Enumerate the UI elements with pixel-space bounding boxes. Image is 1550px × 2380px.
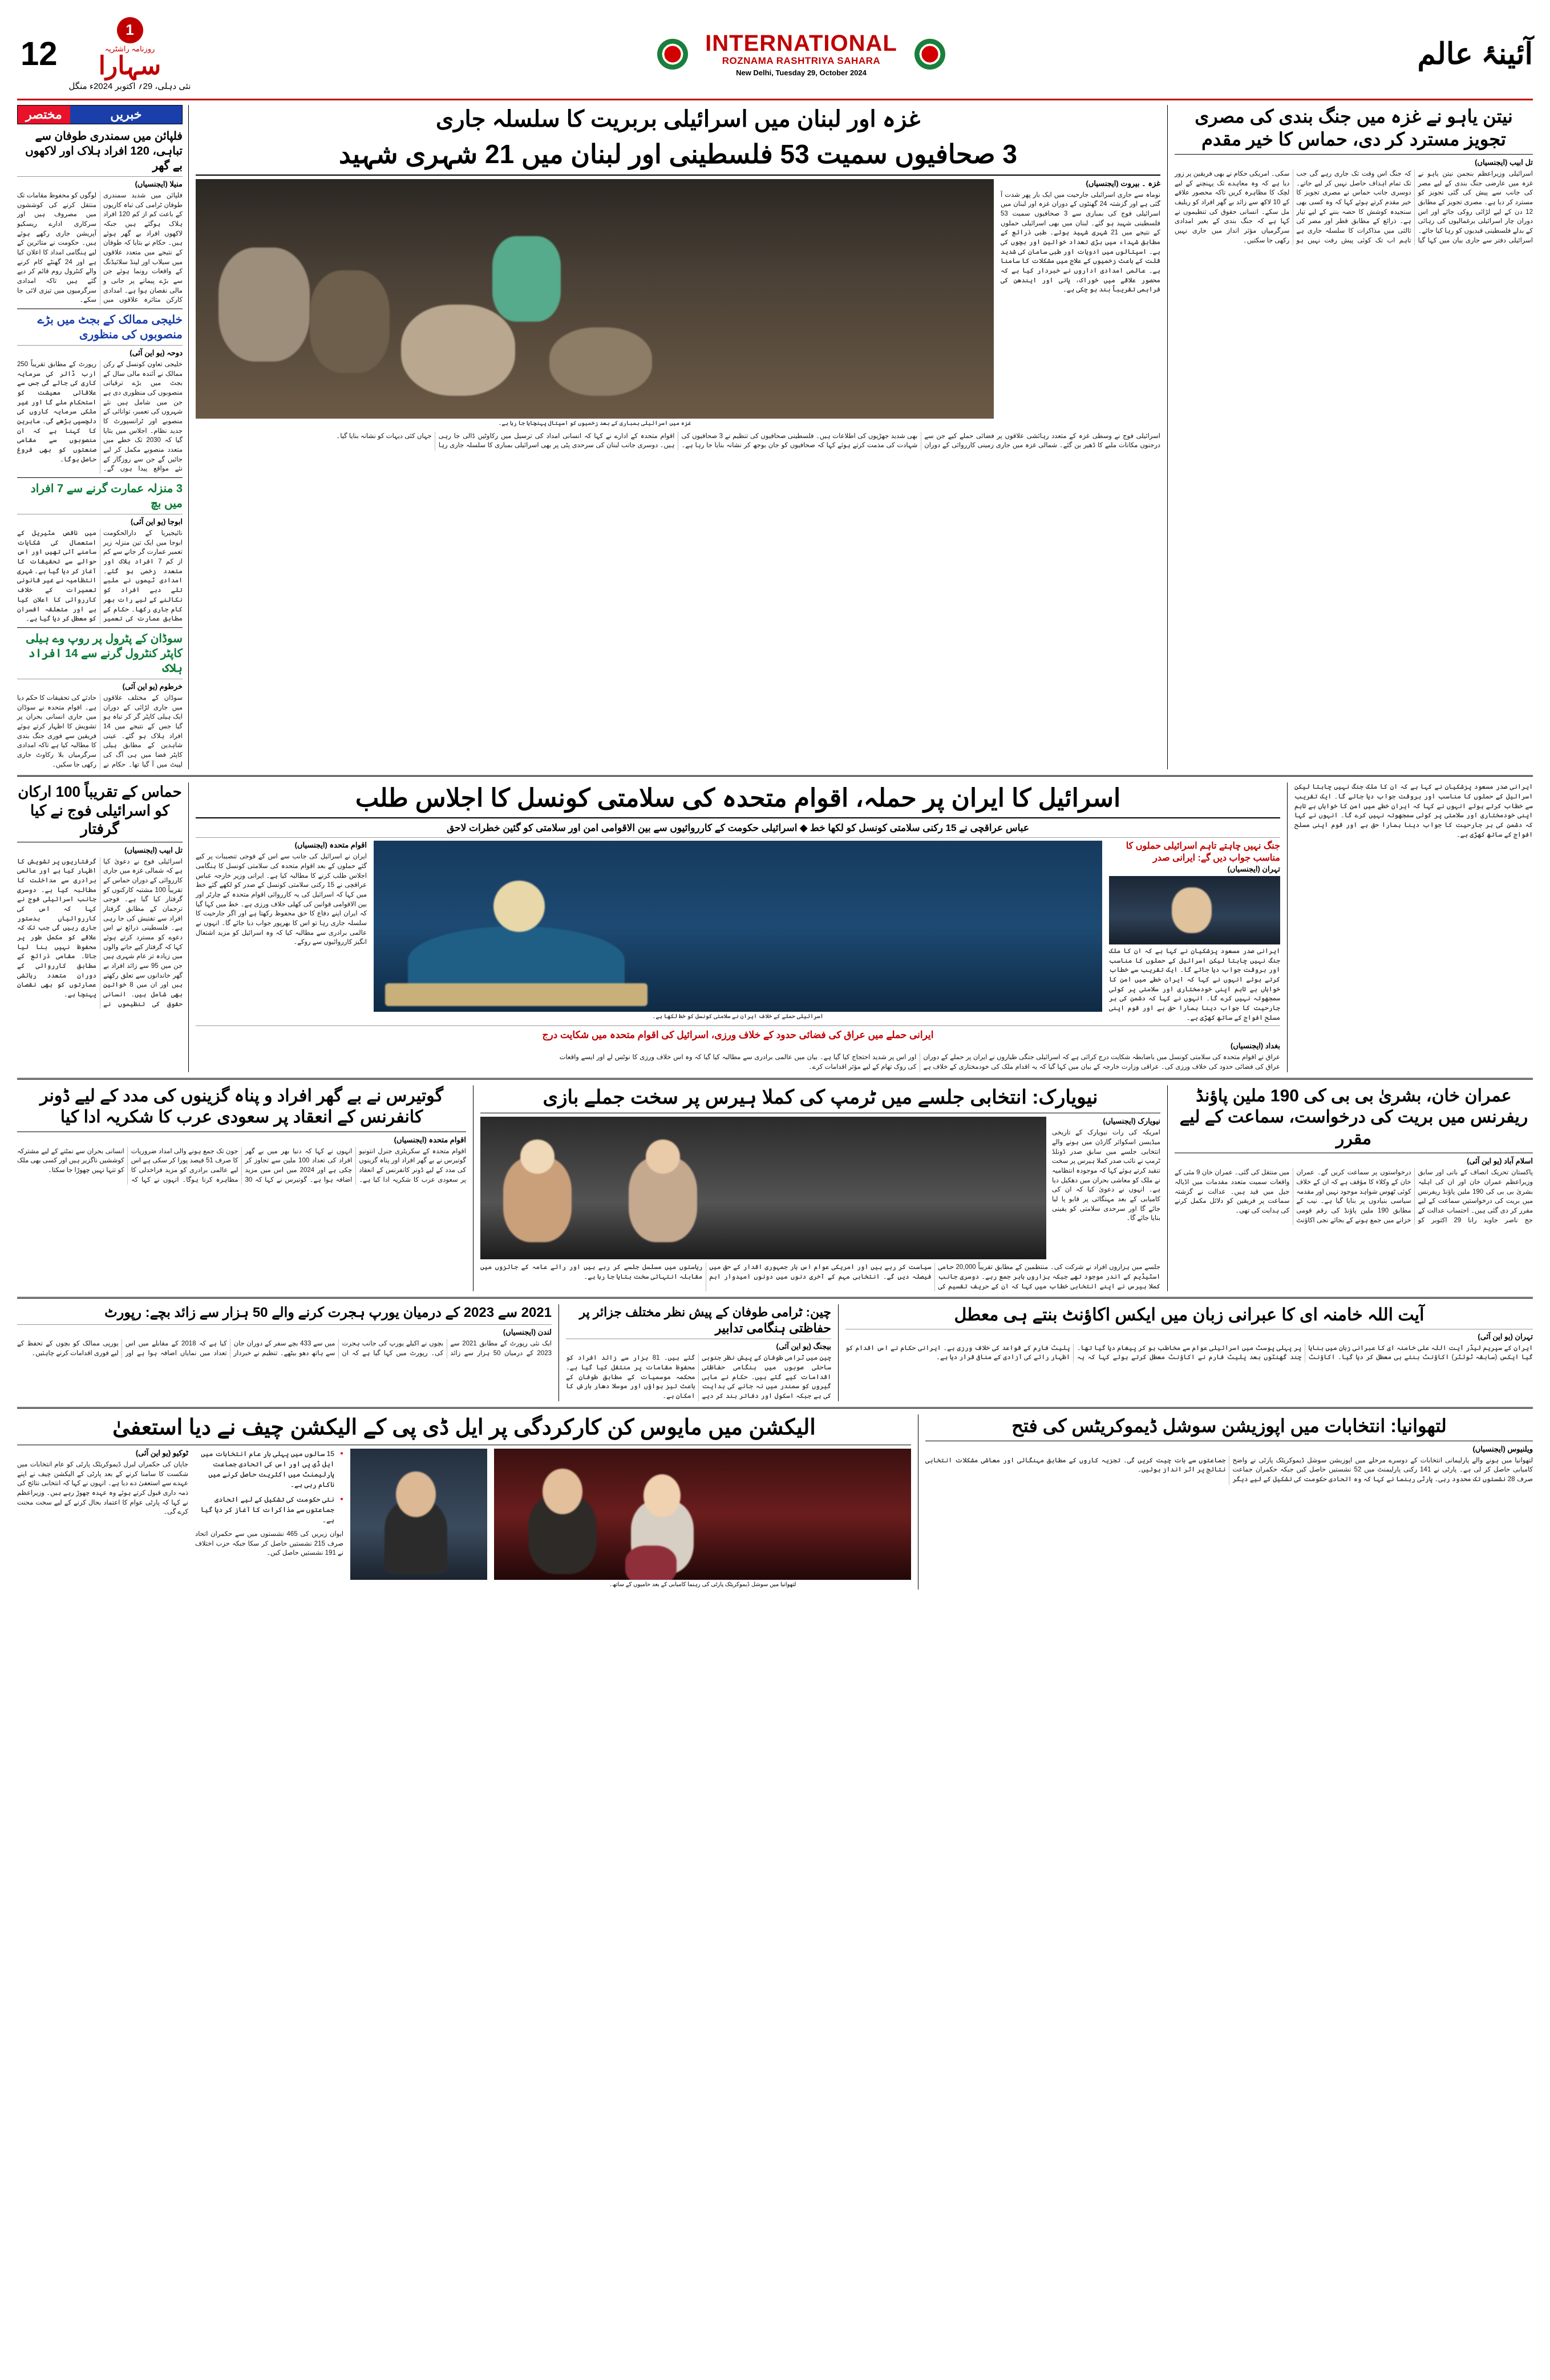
guterres-byline: اقوام متحدہ (ایجنسیاں) [394, 1135, 466, 1144]
brief-byline: منیلا (ایجنسیاں) [135, 180, 183, 188]
khamenei-story [839, 1304, 1533, 1401]
newyork-byline: نیویارک (ایجنسیاں) [1103, 1117, 1160, 1126]
guterres-story [17, 1085, 474, 1292]
hamas-arrest-body: اسرائیلی فوج نے دعویٰ کیا ہے کہ شمالی غزہ میں جاری کارروائی کے دوران حماس کے تقریباً 100 مشتبہ کارکنوں کو گرفتار کیا گیا ہے۔ فوجی ترجمان کے مطابق گرفتار افراد سے تفتیش کی جا رہی ہے۔ فلسطینی ذرائع نے اس دعوے کو مسترد کرتے ہوئے کہا کہ گرفتار کیے جانے والوں میں زیادہ تر عام شہری ہیں جن میں 95 سے زائد افراد بے گھر خاندانوں سے تعلق رکھتے ہیں اور ان میں 8 خواتین بھی شامل ہیں۔ انسانی حقوق کی تنظیموں نے گرفتاریوں پر تشویش کا اظہار کیا ہے اور عالمی برادری سے مداخلت کا مطالبہ کیا ہے۔ دوسری جانب اسرائیلی فوج نے کہا کہ اس کی کارروائیاں بدستور جاری رہیں گی جب تک کہ علاقے کو مکمل طور پر محفوظ نہیں بنا لیا جاتا۔ مقامی ذرائع کے مطابق کارروائی کے دوران متعدد رہائشی عمارتوں کو بھی نقصان پہنچا ہے۔ [17, 858, 183, 1008]
section-title-ur: آئینۂ عالم [1417, 37, 1533, 71]
section-middle [17, 1085, 1533, 1299]
lead-headline: غزہ اور لبنان میں اسرائیلی بربریت کا سلسلہ جاری [435, 107, 921, 132]
brief-body: سوڈان کے مختلف علاقوں میں جاری لڑائی کے دوران ایک ہیلی کاپٹر گر کر تباہ ہو گیا جس کے نتیجے میں 14 افراد ہلاک ہو گئے۔ عینی شاہدین کے مطابق ہیلی کاپٹر فضا میں ہی آگ کی لپیٹ میں آ گیا تھا۔ حکام نے حادثے کی تحقیقات کا حکم دیا ہے۔ اقوام متحدہ نے سوڈان میں جاری انسانی بحران پر تشویش کا اظہار کرتے ہوئے فریقین سے فوری جنگ بندی کا مطالبہ کیا ہے تاکہ امدادی سرگرمیاں بلا رکاوٹ جاری رکھی جا سکیں۔ [17, 694, 183, 768]
imran-body: پاکستان تحریک انصاف کے بانی اور سابق وزیراعظم عمران خان اور ان کی اہلیہ بشریٰ بی بی کی 190 ملین پاؤنڈ ریفرنس میں بریت کی درخواستیں سماعت کے لیے مقرر کر دی گئی ہیں۔ احتساب عدالت کے جج ناصر جاوید رانا 29 اکتوبر کو درخواستوں پر سماعت کریں گے۔ عمران خان کے وکلاء کا مؤقف ہے کہ ان کے خلاف کوئی ٹھوس شواہد موجود نہیں اور مقدمہ سیاسی بنیادوں پر بنایا گیا ہے۔ نیب کے مطابق 190 ملین پاؤنڈ کی رقم قومی خزانے میں جمع ہونے کے بجائے نجی اکاؤنٹ میں منتقل کی گئی۔ عمران خان 9 مئی کے واقعات سمیت متعدد مقدمات میں اڈیالہ جیل میں قید ہیں۔ عدالت نے گزشتہ سماعت پر فریقین کو دلائل مکمل کرنے کی ہدایت کی تھی۔ [1175, 1169, 1533, 1224]
logo-top-text: روزنامہ راشٹریہ [104, 44, 155, 53]
netanyahu-story [1168, 105, 1533, 769]
brief-byline: ابوجا (یو این آئی) [131, 517, 183, 526]
brief-item [17, 313, 183, 474]
brief-item [17, 481, 183, 624]
briefs-header [17, 105, 183, 124]
unsc-subhead: عباس عراقچی نے 15 رکنی سلامتی کونسل کو لکھا خط ◆ اسرائیلی حکومت کے کارروائیوں سے بین الاقوامی امن اور سلامتی کو گئین خطرات لاحق [446, 822, 1030, 834]
lithuania-headline: لتھوانیا: انتخابات میں اپوزیشن سوشل ڈیموکریٹس کی فتح [1011, 1415, 1447, 1436]
brief-headline: 3 منزلہ عمارت گرنے سے 7 افراد میں بچ [30, 483, 183, 510]
unsc-story [188, 782, 1288, 1072]
imran-byline: اسلام آباد (یو این آئی) [1467, 1157, 1533, 1166]
japan-stat: ایوان زیریں کی 465 نشستوں میں سے حکمران اتحاد صرف 215 نشستیں حاصل کر سکا جبکہ حزب اختلاف نے 191 نشستیں حاصل کیں۔ [195, 1531, 343, 1557]
guterres-headline: گوتیرس نے بے گھر افراد و پناہ گزینوں کی مدد کے لیے ڈونر کانفرنس کے انعقاد پر سعودی عرب کا شکریہ ادا کیا [39, 1086, 444, 1127]
japan-story [17, 1414, 918, 1590]
iran-president-body: ایرانی صدر مسعود پزشکیان نے کہا ہے کہ ان کا ملک جنگ نہیں چاہتا لیکن اسرائیل کے حملوں کا مناسب اور بروقت جواب دیا جائے گا۔ ایک تقریب سے خطاب کرتے ہوئے انہوں نے کہا کہ ایران خطے میں امن کا خواہاں ہے تاہم اپنی خودمختاری اور سلامتی پر کوئی سمجھوتہ نہیں کرے گا۔ انہوں نے کہا کہ دشمن کی ہر جارحیت کا جواب دینا ہمارا حق ہے اور قوم اپنی مسلح افواج کے ساتھ کھڑی ہے۔ [1109, 947, 1280, 1021]
masthead [17, 15, 1533, 100]
newyork-body-right: امریکہ کی رات نیویارک کے تاریخی میڈیسن اسکوائر گارڈن میں ہونے والے انتخابی جلسے میں سابق صدر ڈونلڈ ٹرمپ نے نائب صدر کملا ہیرس پر سخت تنقید کرتے ہوئے کہا کہ موجودہ انتظامیہ نے ملک کو معاشی بحران میں دھکیل دیا ہے۔ انہوں نے دعویٰ کیا کہ ان کی کامیابی کے بعد مہنگائی پر قابو پا لیا جائے گا اور سرحدی سلامتی کو یقینی بنایا جائے گا۔ [1052, 1129, 1160, 1222]
brief-body: نائیجیریا کے دارالحکومت ابوجا میں ایک تین منزلہ زیر تعمیر عمارت گر جانے سے کم از کم 7 افراد ہلاک اور متعدد زخمی ہو گئے۔ امدادی ٹیموں نے ملبے تلے دبے افراد کو نکالنے کے لیے رات بھر کام جاری رکھا۔ حکام کے مطابق عمارت کی تعمیر میں ناقص مٹیریل کے استعمال کی شکایات سامنے آئی تھیں اور اس حوالے سے تحقیقات کا آغاز کر دیا گیا ہے۔ شہری انتظامیہ نے غیر قانونی تعمیرات کے خلاف کارروائی کا اعلان کیا ہے اور متعلقہ افسران کو معطل کر دیا گیا ہے۔ [17, 530, 183, 623]
japan-body: جاپان کی حکمراں لبرل ڈیموکریٹک پارٹی کو عام انتخابات میں شکست کا سامنا کرنے کے بعد پارٹی کے الیکشن چیف نے اپنے عہدے سے استعفیٰ دے دیا ہے۔ انہوں نے کہا کہ انتخابی نتائج کی ذمہ داری قبول کرتے ہوئے وہ عہدہ چھوڑ رہے ہیں۔ وزیراعظم نے کہا کہ پارٹی عوام کا اعتماد بحال کرنے کے لیے سخت محنت کرے گی۔ [17, 1461, 188, 1516]
brief-headline: سوڈان کے پٹرول پر روپ وے ہیلی کاپٹر کنٹرول گرنے سے 14 افراد ہلاک [26, 632, 183, 675]
brief-headline: خلیجی ممالک کے بجٹ میں بڑے منصوبوں کی منظوری [37, 314, 183, 342]
unsc-body-right: ایران نے اسرائیل کی جانب سے اس کے فوجی تنصیبات پر کیے گئے حملوں کے بعد اقوام متحدہ کی سلامتی کونسل کا ہنگامی اجلاس طلب کرنے کا مطالبہ کیا ہے۔ ایرانی وزیر خارجہ عباس عراقچی نے 15 رکنی سلامتی کونسل کے صدر کو لکھے گئے خط میں کہا کہ اسرائیل کی یہ کارروائی اقوام متحدہ کے چارٹر اور بین الاقوامی قوانین کی کھلی خلاف ورزی ہے۔ خط میں کہا گیا کہ ایران اپنے دفاع کا حق محفوظ رکھتا ہے اور اگر جارحیت کا سلسلہ جاری رہا تو اس کا بھرپور جواب دیا جائے گا۔ انہوں نے عالمی برادری سے مطالبہ کیا کہ وہ اسرائیل کو مزید اشتعال انگیز کارروائیوں سے روکے۔ [196, 853, 367, 946]
masthead-date: نئی دہلی، 29؍ اکتوبر 2024ء منگل [68, 81, 191, 91]
logo-urdu-text: سہارا [98, 51, 161, 80]
newyork-story [474, 1085, 1168, 1292]
lead-body-right: نوماہ سے جاری اسرائیلی جارحیت میں ایک بار پھر شدت آ گئی ہے اور گزشتہ 24 گھنٹوں کے دوران غزہ اور لبنان میں اسرائیلی فوج کی بمباری سے 3 صحافیوں سمیت 53 فلسطینی شہید ہو گئے۔ لبنان میں بھی اسرائیلی حملوں کے نتیجے میں 21 شہری شہید ہوئے۔ طبی ذرائع کے مطابق شہداء میں بڑی تعداد خواتین اور بچوں کی ہے۔ اسپتالوں میں ادویات اور طبی سامان کی شدید قلت کے باعث زخمیوں کے علاج میں مشکلات کا سامنا ہے۔ عالمی امدادی اداروں نے خبردار کیا ہے کہ محصور علاقے میں خوراک، پانی اور ایندھن کی فراہمی تقریباً بند ہو چکی ہے۔ [1001, 191, 1160, 294]
china-byline: بیجنگ (یو این آئی) [776, 1342, 831, 1351]
iran-president-subhead: جنگ نہیں چاہتے تاہم اسرائیلی حملوں کا مناسب جواب دیں گے: ایرانی صدر [1126, 841, 1280, 863]
brief-headline: فلپائن میں سمندری طوفان سے تباہی، 120 افراد ہلاک اور لاکھوں بے گھر [25, 130, 183, 172]
brief-body: فلپائن میں شدید سمندری طوفان ٹرامی کی تباہ کاریوں کے باعث کم از کم 120 افراد ہلاک ہوگئے ہیں جبکہ لاکھوں افراد بے گھر ہوئے ہیں۔ حکام نے بتایا کہ طوفان کے نتیجے میں متعدد علاقوں میں سیلاب اور لینڈ سلائیڈنگ کے واقعات رونما ہوئے جن سے بڑے پیمانے پر جانی و مالی نقصان ہوا ہے۔ امدادی کارکن متاثرہ علاقوں میں لوگوں کو محفوظ مقامات تک منتقل کرنے کی کوششوں میں مصروف ہیں اور سرکاری ادارے ریسکیو آپریشن جاری رکھے ہوئے ہیں۔ حکومت نے متاثرین کے لیے ہنگامی امداد کا اعلان کیا ہے اور 24 گھنٹے کام کرنے والے کنٹرول روم قائم کر دیے گئے ہیں تاکہ امدادی سرگرمیوں میں تیزی لائی جا سکے۔ [17, 192, 183, 304]
briefs-column [17, 105, 188, 769]
paper-name-en: ROZNAMA RASHTRIYA SAHARA [722, 55, 881, 66]
migration-headline: 2021 سے 2023 کے درمیان یورپ ہجرت کرنے والے 50 ہزار سے زائد بچے: رپورٹ [104, 1305, 552, 1321]
unsc-byline: اقوام متحدہ (ایجنسیاں) [294, 841, 367, 850]
china-body: چین میں ٹرامی طوفان کے پیش نظر جنوبی ساحلی صوبوں میں ہنگامی حفاظتی اقدامات کیے گئے ہیں۔ حکام نے ماہی گیروں کو سمندر میں نہ جانے کی ہدایت کی ہے جبکہ اسکول اور دفاتر بند کر دیے گئے ہیں۔ 81 ہزار سے زائد افراد کو محفوظ مقامات پر منتقل کیا گیا ہے۔ محکمہ موسمیات کے مطابق طوفان کے باعث تیز ہواؤں اور موسلا دھار بارش کا امکان ہے۔ [566, 1355, 831, 1400]
unsc-side-body: ایرانی صدر مسعود پزشکیان نے کہا ہے کہ ان کا ملک جنگ نہیں چاہتا لیکن اسرائیل کے حملوں کا مناسب اور بروقت جواب دیا جائے گا۔ ایک تقریب سے خطاب کرتے ہوئے انہوں نے کہا کہ ایران خطے میں امن کا خواہاں ہے تاہم اپنی خودمختاری اور سلامتی پر کوئی سمجھوتہ نہیں کرے گا۔ انہوں نے کہا کہ دشمن کی ہر جارحیت کا جواب دینا ہمارا حق ہے اور قوم اپنی مسلح افواج کے ساتھ کھڑی ہے۔ [1294, 784, 1533, 838]
lead-subhead: 3 صحافیوں سمیت 53 فلسطینی اور لبنان میں 21 شہری شہید [339, 139, 1017, 169]
section-unsc [17, 782, 1533, 1080]
unsc-headline: اسرائیل کا ایران پر حملہ، اقوام متحدہ کی سلامتی کونسل کا اجلاس طلب [355, 784, 1121, 813]
migration-story [17, 1304, 559, 1401]
unsc-side-column [1288, 782, 1533, 1072]
japan-byline: ٹوکیو (یو این آئی) [135, 1449, 188, 1458]
brief-byline: خرطوم (یو این آئی) [122, 682, 183, 691]
brief-byline: دوحہ (یو این آئی) [129, 348, 183, 358]
section-briefs-row [17, 1304, 1533, 1408]
migration-body: ایک نئی رپورٹ کے مطابق 2021 سے 2023 کے درمیان 50 ہزار سے زائد بچوں نے اکیلے یورپ کی جانب ہجرت کی۔ رپورٹ میں کہا گیا ہے کہ ان میں سے 433 بچے سفر کے دوران جان سے ہاتھ دھو بیٹھے۔ تنظیم نے خبردار کیا ہے کہ 2018 کے مقابلے میں اس تعداد میں نمایاں اضافہ ہوا ہے اور یورپی ممالک کو بچوں کے تحفظ کے لیے فوری اقدامات کرنے چاہئیں۔ [17, 1340, 552, 1357]
lead-dateline: غزہ ۔ بیروت (ایجنسیاں) [1086, 179, 1160, 188]
unsc-photo-caption: اسرائیلی حملے کے خلاف ایران نے سلامتی کونسل کو خط لکھا ہے۔ [652, 1013, 824, 1020]
hamas-arrest-headline: حماس کے تقریباً 100 ارکان کو اسرائیلی فوج نے کیا گرفتار [18, 783, 182, 838]
netanyahu-headline: نیتن یاہو نے غزہ میں جنگ بندی کی مصری تجویز مسترد کر دی، حماس کا خیر مقدم [1195, 106, 1513, 149]
hamas-arrest-story [17, 782, 188, 1072]
briefs-tab-right: خبریں [70, 106, 182, 124]
netanyahu-body: اسرائیلی وزیراعظم بنجمن نیتن یاہو نے غزہ میں عارضی جنگ بندی کے لیے مصر کی جانب سے پیش کی گئی تجویز کو مسترد کر دیا ہے۔ مصری تجویز کے مطابق 12 دن کے لیے لڑائی روکی جائے اور اس دوران چار اسرائیلی یرغمالیوں کی رہائی کے بدلے فلسطینی قیدیوں کو رہا کیا جائے۔ اسرائیلی دفتر سے جاری بیان میں کہا گیا کہ جنگ اس وقت تک جاری رہے گی جب تک تمام اہداف حاصل نہیں کر لیے جاتے۔ دوسری جانب حماس نے مصری تجویز کا خیر مقدم کرتے ہوئے کہا کہ وہ کسی بھی سنجیدہ کوشش کا حصہ بننے کے لیے تیار ہے۔ ذرائع کے مطابق قطر اور مصر کی ثالثی میں مذاکرات کا سلسلہ جاری ہے تاہم اب تک کوئی پیش رفت نہیں ہو سکی۔ امریکی حکام نے بھی فریقین پر زور دیا ہے کہ وہ معاہدے تک پہنچنے کے لیے لچک کا مظاہرہ کریں تاکہ محصور علاقے کے 10 لاکھ سے زائد بے گھر افراد کو ریلیف مل سکے۔ انسانی حقوق کی تنظیموں نے کہا ہے کہ جنگ بندی کے بغیر امدادی سرگرمیاں مؤثر انداز میں جاری نہیں رکھی جا سکتیں۔ [1175, 171, 1533, 244]
japan-photo [350, 1449, 487, 1580]
iran-president-photo [1109, 876, 1280, 944]
newyork-headline: نیویارک: انتخابی جلسے میں ٹرمپ کی کملا ہیرس پر سخت جملے بازی [543, 1086, 1098, 1108]
khamenei-byline: تہران (یو این آئی) [1478, 1332, 1533, 1341]
paper-logo [69, 17, 191, 91]
page-number: 12 [21, 35, 58, 72]
khamenei-headline: آیت اللہ خامنہ ای کا عبرانی زبان میں ایکس اکاؤنٹ بنتے ہی معطل [954, 1305, 1424, 1325]
lead-body-bottom: اسرائیلی فوج نے وسطی غزہ کے متعدد رہائشی علاقوں پر فضائی حملے کیے جن سے درجنوں مکانات ملبے کا ڈھیر بن گئے۔ شمالی غزہ میں جاری زمینی کارروائی کے دوران بھی شدید جھڑپوں کی اطلاعات ہیں۔ فلسطینی صحافیوں کی تنظیم نے 3 صحافیوں کی شہادت کی مذمت کرتے ہوئے کہا کہ صحافیوں کو جان بوجھ کر نشانہ بنایا جا رہا ہے۔ اقوام متحدہ کے ادارے نے کہا کہ انسانی امداد کی ترسیل میں رکاوٹیں ڈالی جا رہی ہیں۔ دوسری جانب لبنان کی سرحدی پٹی پر بھی اسرائیلی بمباری کا سلسلہ جاری رہا جہاں کئی دیہات کو نشانہ بنایا گیا۔ [336, 432, 1160, 449]
imran-story [1168, 1085, 1533, 1292]
iraq-headline: ایرانی حملے میں عراق کی فضائی حدود کے خلاف ورزی، اسرائیل کی اقوام متحدہ میں شکایت درج [542, 1029, 934, 1041]
imran-headline: عمران خان، بشریٰ بی بی کی 190 ملین پاؤنڈ ریفرنس میں بریت کی درخواست، سماعت کے لیے مقرر [1179, 1086, 1528, 1148]
lead-photo-caption: غزہ میں اسرائیلی بمباری کے بعد زخمیوں کو اسپتال پہنچایا جا رہا ہے۔ [498, 420, 691, 427]
brief-item [17, 631, 183, 769]
japan-bullet: ● نئی حکومت کی تشکیل کے لیے اتحادی جماعتوں سے مذاکرات کا آغاز کر دیا گیا ہے۔ [195, 1494, 343, 1525]
lead-story [188, 105, 1168, 769]
iraq-byline: بغداد (ایجنسیاں) [1231, 1041, 1280, 1051]
decorative-star-left-icon [657, 39, 688, 70]
briefs-tab-left: مختصر [18, 106, 70, 124]
lithuania-story [918, 1414, 1533, 1590]
lithuania-byline: ویلنیوس (ایجنسیاں) [1472, 1444, 1533, 1453]
hamas-arrest-byline: تل ابیب (ایجنسیاں) [124, 845, 183, 854]
guterres-body: اقوام متحدہ کے سکریٹری جنرل انتونیو گوتیرس نے بے گھر افراد اور پناہ گزینوں کی مدد کے لیے ڈونر کانفرنس کے انعقاد پر سعودی عرب کا شکریہ ادا کیا ہے۔ انہوں نے کہا کہ دنیا بھر میں بے گھر افراد کی تعداد 100 ملین سے تجاوز کر چکی ہے اور 2024 میں اس میں مزید اضافہ ہوا ہے۔ گوتیرس نے کہا کہ 30 جون تک جمع ہونے والی امداد ضروریات کا صرف 51 فیصد پورا کر سکی ہے اس لیے عالمی برادری کو مزید فراخدلی کا مظاہرہ کرنا ہوگا۔ انہوں نے کہا کہ انسانی بحران سے نمٹنے کے لیے مشترکہ کوششیں ناگزیر ہیں اور کسی بھی ملک کو تنہا نہیں چھوڑا جا سکتا۔ [17, 1148, 466, 1183]
lithuania-photo [494, 1449, 911, 1580]
japan-bullets [195, 1449, 343, 1525]
newyork-photo [480, 1117, 1046, 1259]
logo-mark-icon: 1 [117, 17, 143, 43]
japan-bullet: ● 15 سالوں میں پہلی بار عام انتخابات میں ایل ڈی پی اور اس کی اتحادی جماعت پارلیمنٹ میں اکثریت حاصل کرنے میں ناکام رہی ہے۔ [195, 1449, 343, 1490]
unsc-photo [374, 841, 1102, 1012]
issue-line: New Delhi, Tuesday 29, October 2024 [736, 68, 867, 77]
masthead-left [17, 17, 191, 91]
china-headline: چین: ٹرامی طوفان کے پیش نظر مختلف جزائر پر حفاظتی ہنگامی تدابیر [579, 1305, 831, 1335]
iran-president-byline: تہران (ایجنسیاں) [1227, 864, 1280, 873]
lithuania-photo-caption: لتھوانیا میں سوشل ڈیموکریٹک پارٹی کی رہنما کامیابی کے بعد حامیوں کے ساتھ۔ [609, 1582, 796, 1588]
lithuania-body: لتھوانیا میں ہونے والے پارلیمانی انتخابات کے دوسرے مرحلے میں اپوزیشن سوشل ڈیموکریٹک پارٹی نے واضح کامیابی حاصل کر لی ہے۔ پارٹی نے 141 رکنی پارلیمنٹ میں 52 نشستیں حاصل کیں جبکہ حکمران جماعت صرف 28 نشستوں تک محدود رہی۔ پارٹی رہنما نے کہا کہ وہ اتحادی حکومت کی تشکیل کے لیے دیگر جماعتوں سے بات چیت کریں گی۔ تجزیہ کاروں کے مطابق مہنگائی اور معاشی مشکلات انتخابی نتائج پر اثر انداز ہوئیں۔ [925, 1457, 1533, 1483]
lead-photo [196, 179, 994, 419]
section-bottom [17, 1414, 1533, 1590]
brief-item [17, 129, 183, 305]
masthead-center [191, 31, 1412, 77]
migration-byline: لندن (ایجنسیاں) [503, 1328, 552, 1337]
section-top [17, 105, 1533, 777]
netanyahu-byline: تل ابیب (ایجنسیاں) [1475, 158, 1533, 167]
japan-headline: الیکشن میں مایوس کن کارکردگی پر ایل ڈی پی کے الیکشن چیف نے دیا استعفیٰ [112, 1415, 816, 1440]
decorative-star-right-icon [914, 39, 945, 70]
brief-body: خلیجی تعاون کونسل کے رکن ممالک نے آئندہ مالی سال کے بجٹ میں بڑے ترقیاتی منصوبوں کی منظوری دی ہے جن میں شامل ہیں نئے شہروں کی تعمیر، توانائی کے منصوبے اور ٹرانسپورٹ کا جدید نظام۔ اجلاس میں بتایا گیا کہ 2030 تک خطے میں متعدد منصوبے مکمل کر لیے جائیں گے جن سے روزگار کے نئے مواقع پیدا ہوں گے۔ رپورٹ کے مطابق تقریباً 250 ارب ڈالر کی سرمایہ کاری کی جائے گی جس سے علاقائی معیشت کو استحکام ملے گا اور غیر ملکی سرمایہ کاروں کی دلچسپی بڑھے گی۔ ماہرین کا کہنا ہے کہ ان منصوبوں سے مقامی صنعتوں کو بھی فروغ حاصل ہوگا۔ [17, 361, 183, 473]
newyork-body-bottom: جلسے میں ہزاروں افراد نے شرکت کی۔ منتظمین کے مطابق تقریباً 20,000 حامی اسٹیڈیم کے اندر موجود تھے جبکہ ہزاروں باہر جمع رہے۔ دوسری جانب کملا ہیرس نے اپنے انتخابی خطاب میں کہا کہ ان کے حریف تقسیم کی سیاست کر رہے ہیں اور امریکی عوام اس بار جمہوری اقدار کے حق میں فیصلہ دیں گے۔ انتخابی مہم کے آخری دنوں میں دونوں امیدوار اہم ریاستوں میں مسلسل جلسے کر رہے ہیں اور رائے عامہ کے جائزوں میں مقابلہ انتہائی سخت بتایا جا رہا ہے۔ [480, 1264, 1160, 1290]
khamenei-body: ایران کے سپریم لیڈر آیت اللہ علی خامنہ ای کا عبرانی زبان میں بنایا گیا ایکس (سابقہ ٹوئٹر) اکاؤنٹ بنتے ہی معطل کر دیا گیا۔ اکاؤنٹ پر پہلی پوسٹ میں اسرائیلی عوام سے مخاطب ہو کر پیغام دیا گیا تھا۔ چند گھنٹوں بعد پلیٹ فارم نے اکاؤنٹ معطل کرتے ہوئے کہا کہ یہ پلیٹ فارم کے قواعد کی خلاف ورزی ہے۔ ایرانی حکام نے اس اقدام کو اظہار رائے کی آزادی کے منافی قرار دیا ہے۔ [845, 1344, 1533, 1361]
iraq-body: عراق نے اقوام متحدہ کی سلامتی کونسل میں باضابطہ شکایت درج کرائی ہے کہ اسرائیلی جنگی طیاروں نے ایران پر حملے کے دوران عراق کی فضائی حدود کی خلاف ورزی کی۔ عراقی وزارت خارجہ کے بیان میں کہا گیا کہ یہ اقدام ملک کی خودمختاری کے خلاف ہے اور اس پر شدید احتجاج کیا گیا ہے۔ بیان میں عالمی برادری سے مطالبہ کیا گیا کہ وہ اس خلاف ورزی کا نوٹس لے اور ایسے واقعات کی روک تھام کے لیے مؤثر اقدامات کرے۔ [559, 1054, 1280, 1071]
section-title-en: INTERNATIONAL [705, 30, 897, 56]
china-story [559, 1304, 839, 1401]
